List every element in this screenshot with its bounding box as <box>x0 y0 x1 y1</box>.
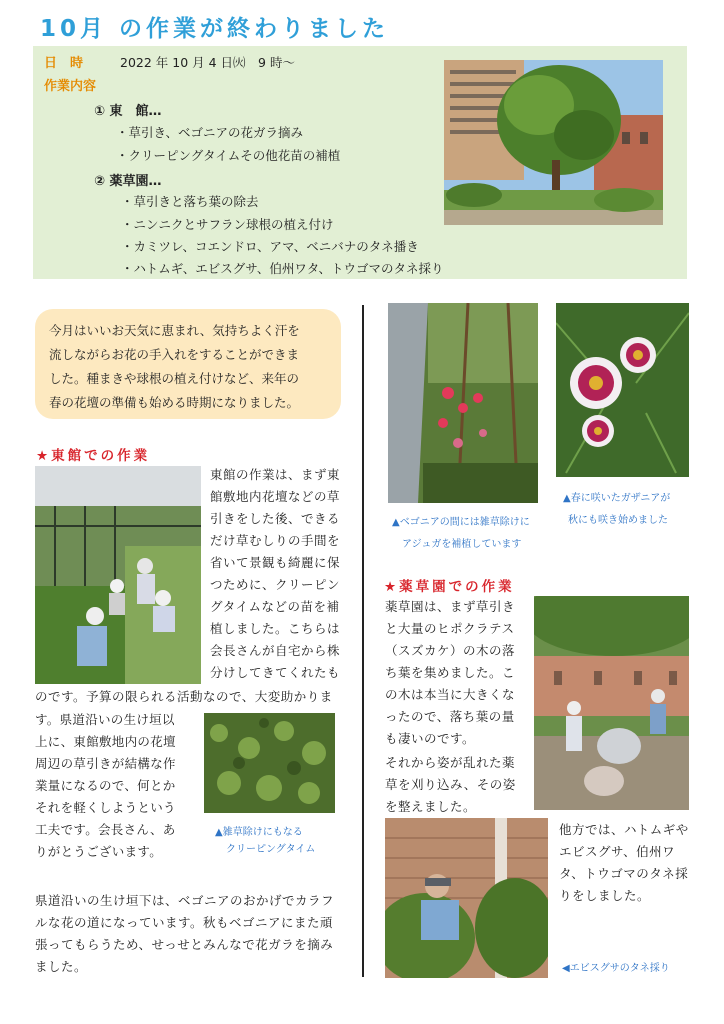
east-bottom-line: 県道沿いの生け垣下は、ベゴニアのおかげでカラフ <box>35 893 335 908</box>
east-bottom-line: 張ってもらうため、せっせとみんなで花ガラを摘み <box>35 937 334 952</box>
east-heading: ★東館での作業 <box>36 448 151 464</box>
east-bottom-line: ました。 <box>35 959 88 974</box>
intro-box <box>35 309 341 419</box>
begonia-photo <box>388 303 538 503</box>
herb-item: ・ニンニクとサフラン球根の植え付け <box>121 217 334 232</box>
east-text-line: グタイムなどの苗を補 <box>210 599 340 614</box>
page-title: 10月 の作業が終わりました <box>40 16 390 42</box>
east-text-line: のです。予算の限られる活動なので、大変助かりま <box>35 689 333 704</box>
herb-item: ・ハトムギ、エビスグサ、伯州ワタ、トウゴマのタネ採り <box>121 261 444 276</box>
thyme-caption: クリーピングタイム <box>226 844 316 855</box>
herb-text-line: ったので、落ち葉の量 <box>385 709 515 724</box>
intro-line: 春の花壇の準備も始める時期になりました。 <box>49 395 300 410</box>
east-text-line: それを軽くしようという <box>35 800 176 815</box>
other-text-line: エビスグサ、伯州ワ <box>559 844 676 859</box>
herb-text-line: それから姿が乱れた薬 <box>385 755 516 770</box>
herb-text-line: も凄いのです。 <box>385 731 476 746</box>
gazania-photo <box>556 303 689 477</box>
intro-line: 流しながらお花の手入れをすることができま <box>49 347 300 362</box>
herb-garden-photo <box>534 596 689 810</box>
east-text-line: 業量になるので、何とか <box>35 778 176 793</box>
east-text-line: つために、クリーピン <box>210 577 341 592</box>
herb-text-line: （スズカケ）の木の落 <box>385 643 516 658</box>
east-text-line: 植しました。こちらは <box>210 621 341 636</box>
herb-item: ・カミツレ、コエンドロ、アマ、ベニバナのタネ播き <box>121 239 419 254</box>
east-text-line: 館敷地内花壇などの草 <box>210 489 341 504</box>
east-text-line: 会長さんが自宅から株 <box>210 643 341 658</box>
building-photo <box>444 60 663 225</box>
east-work-photo <box>35 466 201 684</box>
gazania-caption: 秋にも咲き始めました <box>568 515 668 526</box>
east-text-line: 引きをした後、できる <box>210 511 341 526</box>
herb-text-line: の木は本当に大きくな <box>385 687 516 702</box>
east-text-line: 周辺の草引きが結構な作 <box>35 756 176 771</box>
east-item: ・クリーピングタイムその他花苗の補植 <box>116 148 341 163</box>
date-value: 2022 年 10 月 4 日㈫ 9 時〜 <box>120 55 295 70</box>
date-label: 日 時 <box>44 56 84 71</box>
ebisugusa-photo <box>385 818 548 978</box>
thyme-caption: ▲雑草除けにもなる <box>215 827 303 838</box>
east-text-line: 工夫です。会長さん、あ <box>35 822 176 837</box>
creeping-thyme-photo <box>204 713 335 813</box>
herb-text-line: 草を刈り込み、その姿 <box>385 777 516 792</box>
east-text-line: 上に、東館敷地内の花壇 <box>35 734 176 749</box>
other-text-line: 他方では、ハトムギや <box>559 822 689 837</box>
east-text-line: 省いて景観も綺麗に保 <box>210 555 341 570</box>
east-text-line: す。県道沿いの生け垣以 <box>35 712 175 727</box>
east-bottom-line: ルな花の道になっています。秋もベゴニアにまた頑 <box>35 915 334 930</box>
intro-line: した。種まきや球根の植え付けなど、来年の <box>49 371 300 386</box>
begonia-caption: アジュガを補植しています <box>402 539 522 550</box>
herb-text-line: と大量のヒポクラテス <box>385 621 515 636</box>
herb-heading: ★薬草園での作業 <box>384 579 515 595</box>
gazania-caption: ▲春に咲いたガザニアが <box>563 493 671 504</box>
herb-head: ② 薬草園… <box>94 174 162 189</box>
east-text-line: 分けしてきてくれたも <box>210 665 341 680</box>
begonia-caption: ▲ベゴニアの間には雑草除けに <box>392 517 530 528</box>
other-text-line: りをしました。 <box>559 888 651 903</box>
ebisugusa-caption: ◀エビスグサのタネ採り <box>562 963 670 974</box>
other-text-line: タ、トウゴマのタネ採 <box>559 866 689 881</box>
herb-text-line: ち葉を集めました。こ <box>385 665 516 680</box>
east-text-line: 東館の作業は、まず東 <box>210 467 341 482</box>
east-item: ・草引き、ベゴニアの花ガラ摘み <box>116 125 304 140</box>
column-divider <box>362 305 364 977</box>
content-label: 作業内容 <box>44 79 97 94</box>
herb-text-line: 薬草園は、まず草引き <box>385 599 516 614</box>
east-text-line: だけ草むしりの手間を <box>210 533 341 548</box>
intro-line: 今月はいいお天気に恵まれ、気持ちよく汗を <box>49 323 300 338</box>
east-head: ① 東 館… <box>94 104 162 119</box>
east-text-line: りがとうございます。 <box>35 844 163 859</box>
herb-item: ・草引きと落ち葉の除去 <box>121 194 259 209</box>
herb-text-line: を整えました。 <box>385 799 477 814</box>
